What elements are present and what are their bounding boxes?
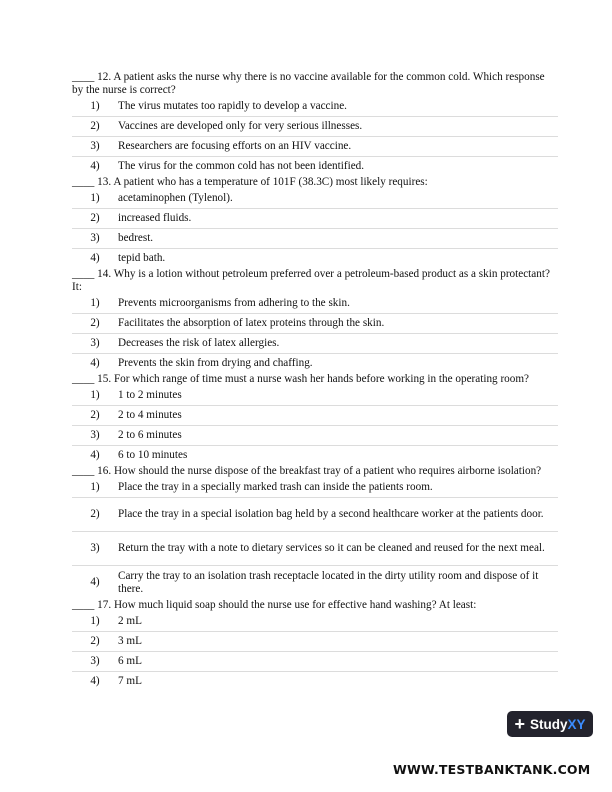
option-number: 1) [90,100,100,112]
option-text: The virus for the common cold has not been identified. [118,160,365,172]
question-text: ____ 13. A patient who has a temperature of 101F (38.3C) most likely requires: [72,176,428,188]
option-row[interactable] [72,612,558,632]
question-block [72,176,558,268]
option-text: 2 to 6 minutes [118,429,182,441]
option-row[interactable] [72,406,558,426]
option-row[interactable] [72,478,558,498]
option-text: The virus mutates too rapidly to develop a vaccine. [118,100,347,112]
question-block [72,465,558,599]
option-number: 3) [90,140,100,152]
option-text: acetaminophen (Tylenol). [118,192,233,204]
option-text: Researchers are focusing efforts on an HIV vaccine. [118,140,352,152]
option-text: 2 to 4 minutes [118,409,182,421]
option-text: 6 to 10 minutes [118,449,188,461]
question-text: ____ 16. How should the nurse dispose of the breakfast tray of a patient who requires airborne isolation? [72,465,542,477]
option-number: 2) [90,212,100,224]
option-row[interactable] [72,249,558,268]
option-text: Prevents the skin from drying and chaffing. [118,357,313,369]
option-number: 4) [90,675,100,687]
question-list [72,71,558,691]
option-row[interactable] [72,314,558,334]
option-row[interactable] [72,137,558,157]
option-number: 3) [90,655,100,667]
option-row[interactable] [72,446,558,465]
option-number: 1) [90,389,100,401]
option-number: 2) [90,508,100,520]
option-text: Decreases the risk of latex allergies. [118,337,280,349]
question-block [72,71,558,176]
option-number: 3) [90,429,100,441]
question-block [72,268,558,373]
option-text: 2 mL [118,615,142,627]
option-list [72,478,558,599]
option-number: 1) [90,192,100,204]
option-text: Facilitates the absorption of latex proteins through the skin. [118,317,385,329]
option-row[interactable] [72,426,558,446]
option-list [72,386,558,465]
option-text: 1 to 2 minutes [118,389,182,401]
question-block [72,599,558,691]
option-row[interactable] [72,672,558,691]
question-text: ____ 12. A patient asks the nurse why there is no vaccine available for the common cold. Which response by the nurse is correct? [72,71,545,96]
option-row[interactable] [72,652,558,672]
option-row[interactable] [72,498,558,532]
question-text: ____ 17. How much liquid soap should the nurse use for effective hand washing? At least: [72,599,477,611]
option-text: Prevents microorganisms from adhering to the skin. [118,297,350,309]
badge-brand: StudyXY [529,716,586,732]
option-row[interactable] [72,229,558,249]
option-number: 3) [90,337,100,349]
studyxy-badge[interactable] [507,711,593,737]
option-number: 4) [90,357,100,369]
footer-site-url: WWW.TESTBANKTANK.COM [393,762,591,777]
option-text: Return the tray with a note to dietary services so it can be cleaned and reused for the next meal. [118,542,545,554]
option-row[interactable] [72,566,558,599]
option-number: 3) [90,232,100,244]
option-list [72,97,558,176]
option-text: Vaccines are developed only for very serious illnesses. [118,120,363,132]
plus-icon: + [514,714,525,734]
option-text: Place the tray in a specially marked trash can inside the patients room. [118,481,433,493]
option-number: 4) [90,576,100,588]
question-block [72,373,558,465]
option-number: 2) [90,409,100,421]
option-number: 1) [90,297,100,309]
option-row[interactable] [72,294,558,314]
option-text: 3 mL [118,635,142,647]
option-number: 4) [90,252,100,264]
option-number: 3) [90,542,100,554]
option-text: 6 mL [118,655,142,667]
option-row[interactable] [72,354,558,373]
option-text: 7 mL [118,675,142,687]
question-text: ____ 15. For which range of time must a nurse wash her hands before working in the operating room? [72,373,530,385]
option-text: increased fluids. [118,212,192,224]
question-text: ____ 14. Why is a lotion without petroleum preferred over a petroleum-based product as a skin protectant? It: [72,268,550,293]
option-number: 1) [90,615,100,627]
option-number: 2) [90,635,100,647]
option-row[interactable] [72,386,558,406]
option-row[interactable] [72,334,558,354]
option-row[interactable] [72,157,558,176]
option-text: Place the tray in a special isolation bag held by a second healthcare worker at the patients door. [118,508,544,520]
option-number: 4) [90,160,100,172]
option-number: 2) [90,317,100,329]
option-list [72,189,558,268]
option-row[interactable] [72,189,558,209]
option-number: 2) [90,120,100,132]
option-row[interactable] [72,117,558,137]
option-text: tepid bath. [118,252,166,264]
option-number: 4) [90,449,100,461]
option-text: bedrest. [118,232,154,244]
option-list [72,294,558,373]
option-list [72,612,558,691]
option-number: 1) [90,481,100,493]
option-row[interactable] [72,532,558,566]
option-row[interactable] [72,97,558,117]
option-row[interactable] [72,209,558,229]
option-text: Carry the tray to an isolation trash receptacle located in the dirty utility room and dispose of it there. [118,569,539,595]
option-row[interactable] [72,632,558,652]
